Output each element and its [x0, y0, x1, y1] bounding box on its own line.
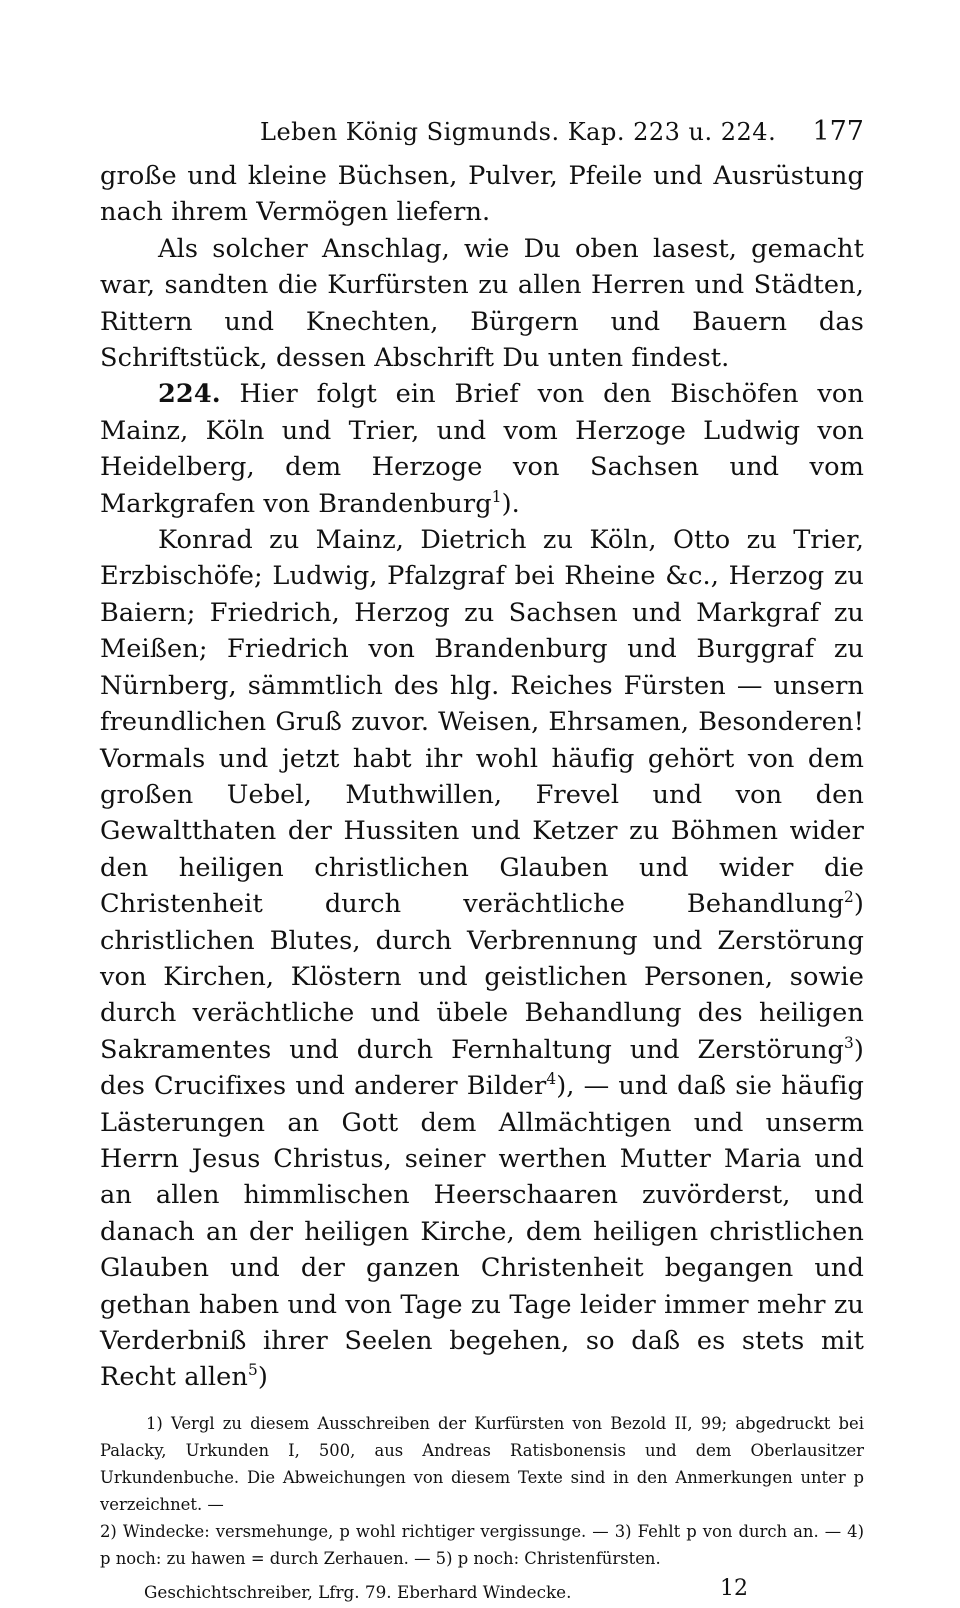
letter-text-e: ) [257, 1362, 268, 1393]
body-text [100, 158, 864, 1396]
footnote-ref-4: 4 [546, 1070, 557, 1089]
footnote-ref-3: 3 [844, 1033, 854, 1052]
paragraph-224-end: ). [501, 488, 520, 519]
letter-text-c: ) des Crucifixes und anderer Bilder [100, 1034, 864, 1102]
signature-line [100, 1574, 864, 1608]
paragraph-letter [100, 522, 864, 1396]
series-note: Geschichtschreiber, Lfrg. 79. Eberhard Windecke. [144, 1581, 572, 1602]
running-title: Leben König Sigmunds. Kap. 223 u. 224. [260, 118, 777, 146]
letter-text-d: ), — und daß sie häufig Lästerungen an Gott dem Allmächtigen und unserm Herrn Jesus Christus, seiner werthen Mutter Maria und an allen himmlischen Heerschaaren zuvörderst, und danach an der heiligen Kirche, dem heiligen christlichen Glauben und der ganzen Christenheit begangen und gethan haben und von Tage zu Tage leider immer mehr zu Verderbniß ihrer Seelen begehen, so daß es stets mit Recht allen [100, 1071, 864, 1393]
page-number: 177 [812, 116, 864, 147]
footnote-ref-1: 1 [491, 487, 502, 506]
book-page [100, 112, 864, 1608]
footnote-ref-2: 2 [844, 888, 854, 907]
letter-text-a: Konrad zu Mainz, Dietrich zu Köln, Otto zu Trier, Erzbischöfe; Ludwig, Pfalzgraf bei Rheine &c., Herzog zu Baiern; Friedrich, Herzog zu Sachsen und Markgraf zu Meißen; Friedrich von Brandenburg und Burggraf zu Nürnberg, sämmtlich des hlg. Reiches Fürsten — unsern freundlichen Gruß zuvor. Weisen, Ehrsamen, Besonderen! Vormals und jetzt habt ihr wohl häufig gehört von dem großen Uebel, Muthwillen, Frevel und von den Gewaltthaten der Hussiten und Ketzer zu Böhmen wider den heiligen christlichen Glauben und wider die Christenheit durch verächtliche Behandlung [100, 525, 864, 920]
paragraph-224 [100, 376, 864, 522]
running-header [100, 112, 864, 158]
paragraph-224-text: Hier folgt ein Brief von den Bischöfen von Mainz, Köln und Trier, und vom Herzoge Ludwig von Heidelberg, dem Herzoge von Sachsen und vom Markgrafen von Brandenburg [100, 379, 864, 519]
letter-text-b: ) christlichen Blutes, durch Verbrennung und Zerstörung von Kirchen, Klöstern und geistlichen Personen, sowie durch verächtliche und übele Behandlung des heiligen Sakramentes und durch Fernhaltung und Zerstörung [100, 889, 864, 1065]
footnote-1: 1) Vergl zu diesem Ausschreiben der Kurfürsten von Bezold II, 99; abgedruckt bei Palacky, Urkunden I, 500, aus Andreas Ratisbonensis und dem Oberlausitzer Urkundenbuche. Die Abweichungen von diesem Texte sind in den Anmerkungen unter p verzeichnet. — [100, 1413, 864, 1514]
paragraph-number: 224. [158, 379, 221, 410]
paragraph-kurfuersten: Als solcher Anschlag, wie Du oben lasest, gemacht war, sandten die Kurfürsten zu allen Herren und Städten, Rittern und Knechten, Bürgern und Bauern das Schriftstück, dessen Abschrift Du unten findest. [100, 233, 864, 374]
paragraph-continuation: große und kleine Büchsen, Pulver, Pfeile und Ausrüstung nach ihrem Vermögen liefern. [100, 161, 864, 228]
footnote-2-5: 2) Windecke: versmehunge, p wohl richtiger vergissunge. — 3) Fehlt p von durch an. — 4) p noch: zu hawen = durch Zerhauen. — 5) p noch: Christenfürsten. [100, 1521, 864, 1568]
footnotes [100, 1410, 864, 1572]
sheet-number: 12 [720, 1575, 748, 1601]
footnote-ref-5: 5 [248, 1361, 258, 1380]
